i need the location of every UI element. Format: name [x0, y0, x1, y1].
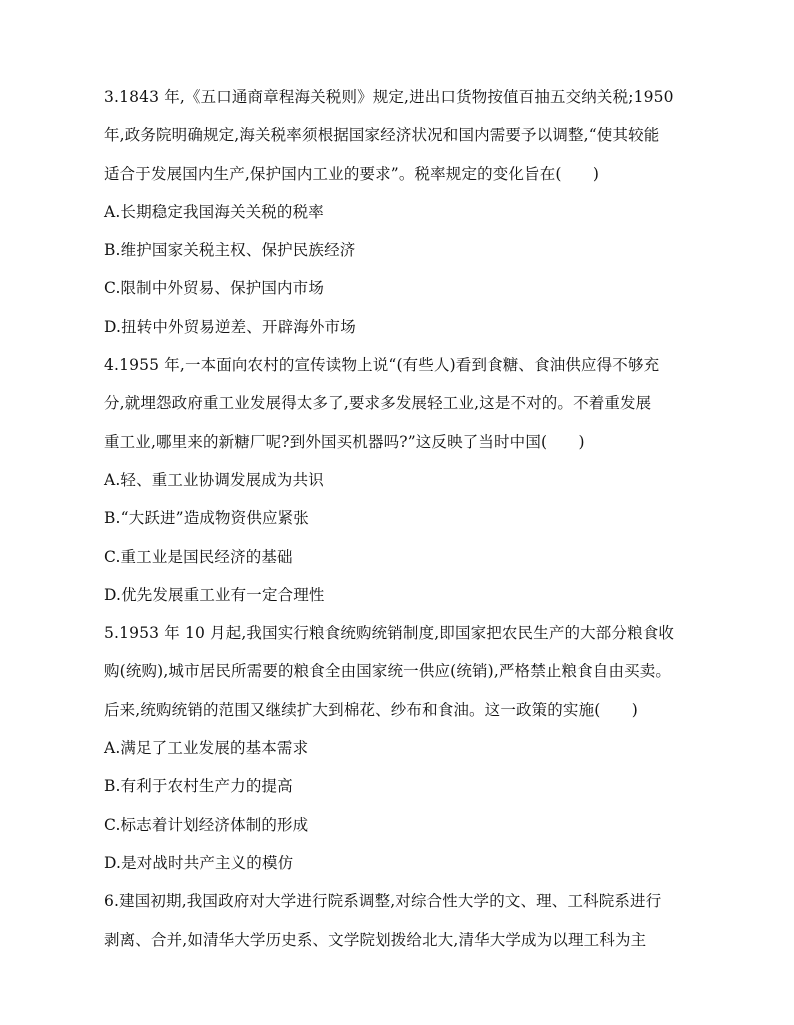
question-4-option-d: D.优先发展重工业有一定合理性	[104, 585, 325, 604]
question-3-stem-line-2: 年,政务院明确规定,海关税率须根据国家经济状况和国内需要予以调整,“使其较能	[104, 126, 660, 145]
question-5-stem-line-1: 5.1953 年 10 月起,我国实行粮食统购统销制度,即国家把农民生产的大部分粮食收	[104, 624, 675, 643]
question-3-option-d: D.扭转中外贸易逆差、开辟海外市场	[104, 317, 356, 336]
question-6	[104, 892, 704, 948]
question-3-stem-line-1: 3.1843 年,《五口通商章程海关税则》规定,进出口货物按值百抽五交纳关税;1950	[104, 88, 674, 106]
question-4	[104, 356, 704, 604]
question-5	[104, 624, 704, 872]
document-page	[104, 88, 704, 969]
question-5-stem-line-2: 购(统购),城市居民所需要的粮食全由国家统一供应(统销),严格禁止粮食自由买卖。	[104, 662, 672, 681]
question-6-stem-line-2: 剥离、合并,如清华大学历史系、文学院划拨给北大,清华大学成为以理工科为主	[104, 930, 647, 949]
question-4-stem-line-1: 4.1955 年,一本面向农村的宣传读物上说“(有些人)看到食糖、食油供应得不够充	[104, 356, 660, 375]
question-5-option-a: A.满足了工业发展的基本需求	[104, 739, 309, 758]
question-4-stem-line-2: 分,就埋怨政府重工业发展得太多了,要求多发展轻工业,这是不对的。不着重发展	[104, 394, 652, 413]
question-3-option-b: B.维护国家关税主权、保护民族经济	[104, 241, 356, 260]
question-5-option-d: D.是对战时共产主义的模仿	[104, 853, 294, 872]
question-3-option-c: C.限制中外贸易、保护国内市场	[104, 279, 324, 298]
question-5-option-b: B.有利于农村生产力的提高	[104, 777, 293, 796]
question-4-option-c: C.重工业是国民经济的基础	[104, 547, 293, 566]
question-3-option-a: A.长期稳定我国海关关税的税率	[104, 202, 324, 221]
question-5-stem-line-3: 后来,统购统销的范围又继续扩大到棉花、纱布和食油。这一政策的实施( )	[104, 700, 638, 719]
question-4-option-b: B.“大跃进”造成物资供应紧张	[104, 509, 309, 528]
question-3-stem-line-3: 适合于发展国内生产,保护国内工业的要求”。税率规定的变化旨在( )	[104, 164, 600, 183]
question-5-option-c: C.标志着计划经济体制的形成	[104, 815, 309, 834]
question-4-option-a: A.轻、重工业协调发展成为共识	[104, 470, 324, 489]
question-4-stem-line-3: 重工业,哪里来的新糖厂呢?到外国买机器吗?”这反映了当时中国( )	[104, 432, 585, 451]
question-3	[104, 88, 704, 336]
question-6-stem-line-1: 6.建国初期,我国政府对大学进行院系调整,对综合性大学的文、理、工科院系进行	[104, 892, 662, 911]
